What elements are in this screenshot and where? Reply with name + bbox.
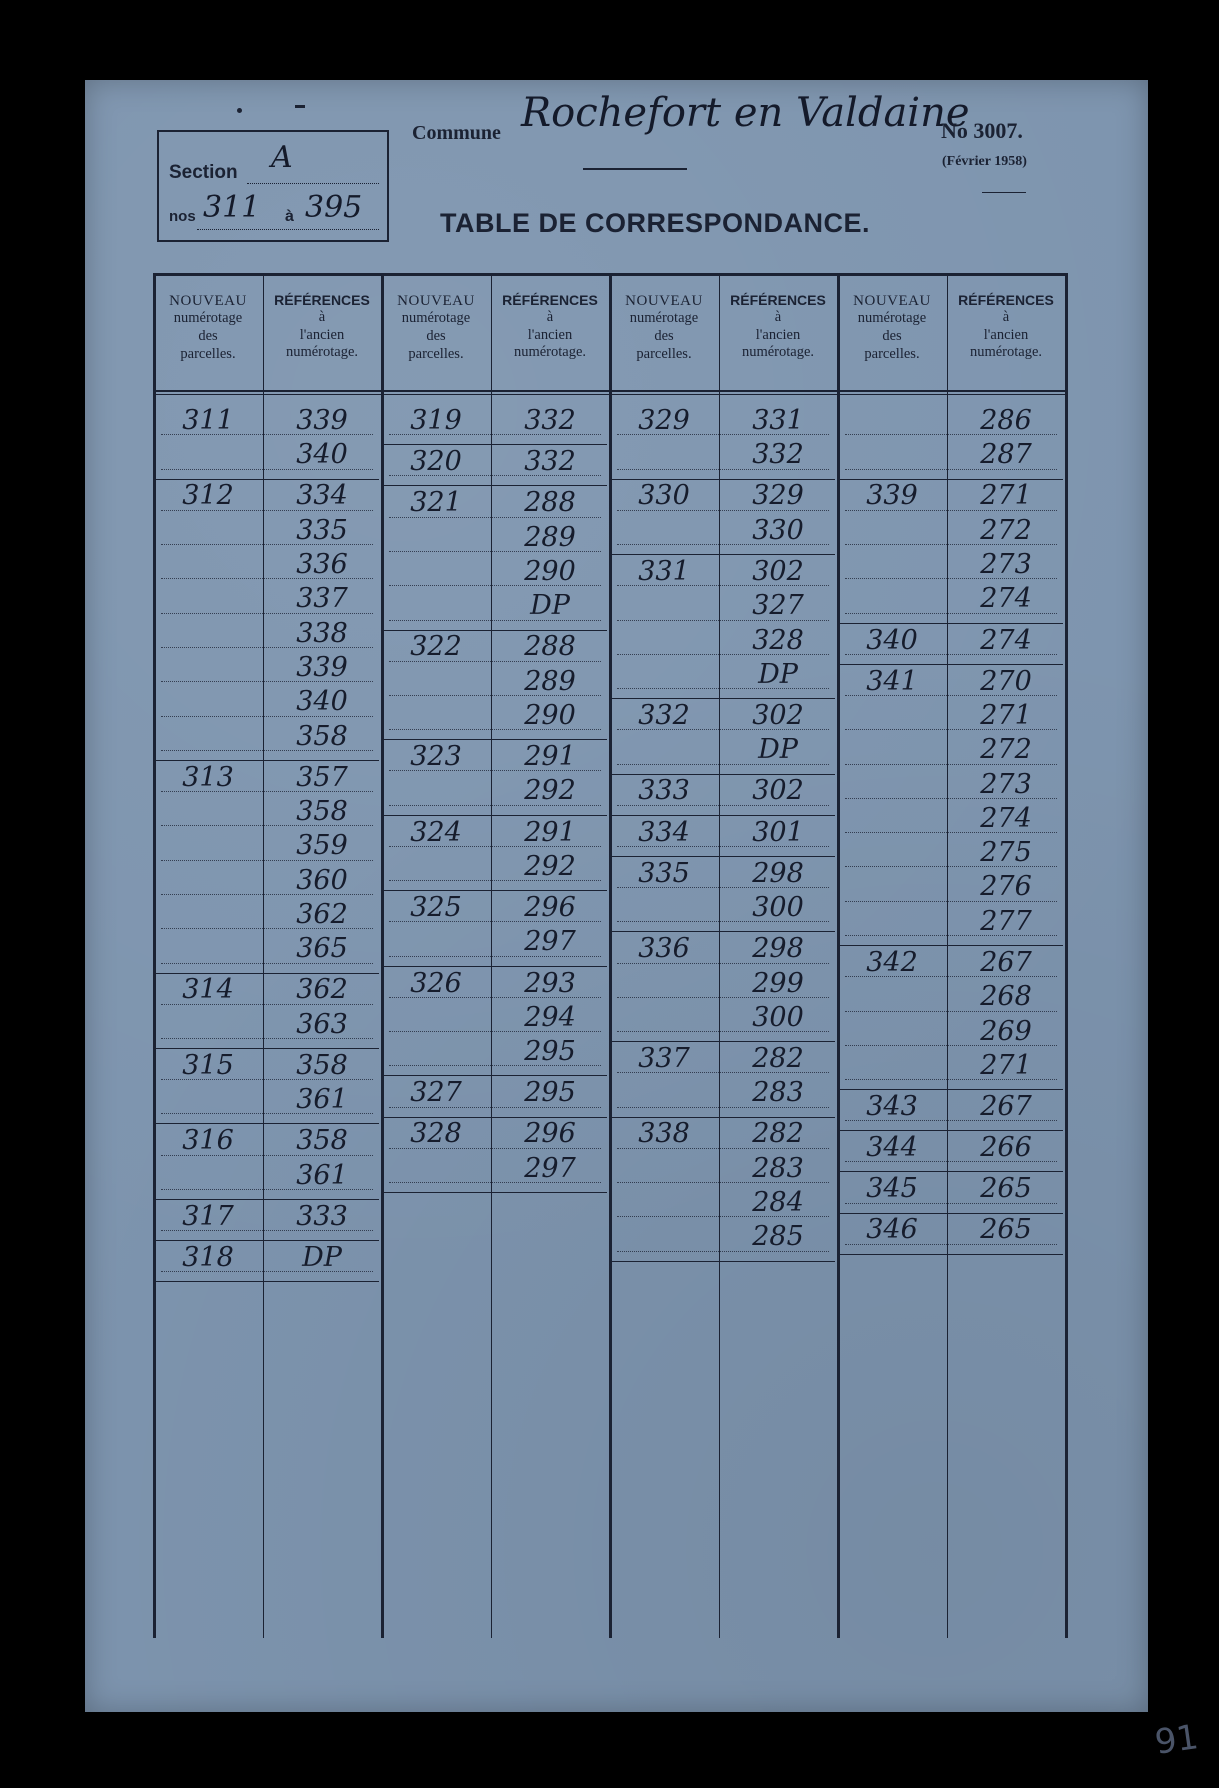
column-divider (609, 276, 612, 1638)
old-reference: 365 (296, 933, 348, 965)
old-reference: 291 (524, 816, 576, 848)
old-reference: 336 (296, 549, 348, 581)
old-reference: 271 (980, 699, 1032, 731)
old-reference: 274 (980, 583, 1032, 615)
old-reference: 332 (524, 446, 576, 478)
header-line: des (426, 327, 446, 344)
new-parcel-number: 332 (638, 699, 690, 731)
old-reference: 283 (752, 1152, 804, 1184)
new-parcel-number: 344 (866, 1132, 918, 1164)
subcolumn-divider (719, 276, 720, 1638)
subcolumn-divider (263, 276, 264, 1638)
new-parcel-number: 314 (182, 974, 234, 1006)
subcolumn-divider (491, 276, 492, 1638)
column-divider (1065, 276, 1068, 1638)
section-value: A (271, 140, 293, 175)
old-reference: 271 (980, 480, 1032, 512)
old-reference: 331 (752, 405, 804, 436)
header-line: des (198, 327, 218, 344)
old-reference: 273 (980, 768, 1032, 800)
new-parcel-number: 340 (866, 624, 918, 656)
old-reference: 274 (980, 802, 1032, 834)
old-reference: 275 (980, 837, 1032, 869)
old-reference: 339 (296, 651, 348, 683)
old-reference: 276 (980, 871, 1032, 903)
header-line: numérotage (629, 310, 699, 327)
old-reference: 361 (296, 1159, 348, 1191)
header-line: numérotage. (969, 344, 1043, 361)
new-parcel-number: 338 (638, 1118, 690, 1150)
old-reference: 282 (752, 1118, 804, 1150)
header-line: parcelles. (864, 345, 920, 362)
old-reference: 333 (296, 1200, 348, 1232)
header-line: parcelles. (408, 345, 464, 362)
new-parcel-number: 313 (182, 761, 234, 793)
old-reference: 291 (524, 741, 576, 773)
new-parcel-number: 319 (410, 405, 462, 436)
old-reference: DP (530, 590, 570, 622)
new-parcel-number: 335 (638, 857, 690, 889)
old-reference: 330 (752, 514, 804, 546)
commune-label: Commune (412, 122, 501, 144)
new-parcel-number: 322 (410, 631, 462, 663)
old-reference: 268 (980, 981, 1032, 1013)
header-line: numérotage. (741, 344, 815, 361)
old-reference: 272 (980, 514, 1032, 546)
header-line: à (318, 309, 326, 326)
header-line: numérotage (173, 310, 243, 327)
ink-mark (295, 105, 305, 108)
header-line: l'ancien (755, 326, 801, 343)
range-sep: à (285, 208, 294, 225)
header-line: numérotage (401, 310, 471, 327)
header-old-references (266, 292, 378, 362)
header-line: à (546, 309, 554, 326)
document-date: (Février 1958) (942, 154, 1027, 169)
header-line: numérotage. (513, 344, 587, 361)
range-end: 395 (305, 190, 363, 225)
old-reference: 289 (524, 521, 576, 553)
old-reference: 301 (752, 816, 804, 848)
old-reference: 284 (752, 1187, 804, 1219)
old-reference: 267 (980, 946, 1032, 978)
new-parcel-number: 345 (866, 1173, 918, 1205)
document-number: No 3007. (941, 118, 1023, 143)
header-line: NOUVEAU (625, 293, 703, 309)
column-divider (837, 276, 840, 1638)
old-reference: DP (758, 658, 798, 690)
old-reference: 302 (752, 555, 804, 587)
old-reference: 340 (296, 439, 348, 471)
old-reference: 302 (752, 699, 804, 731)
header-line: parcelles. (180, 345, 236, 362)
header-line: l'ancien (983, 326, 1029, 343)
old-reference: 295 (524, 1036, 576, 1068)
new-parcel-number: 320 (410, 446, 462, 478)
old-reference: 297 (524, 1152, 576, 1184)
old-reference: 287 (980, 439, 1032, 471)
new-parcel-number: 342 (866, 946, 918, 978)
old-reference: 338 (296, 617, 348, 649)
new-parcel-number: 326 (410, 967, 462, 999)
new-parcel-number: 329 (638, 405, 690, 436)
new-parcel-number: 325 (410, 892, 462, 924)
old-reference: 265 (980, 1173, 1032, 1205)
group-separator (839, 1254, 1063, 1255)
document-sheet (85, 80, 1201, 1763)
old-reference: 270 (980, 665, 1032, 697)
section-label: Section (169, 162, 238, 183)
old-reference: 358 (296, 796, 348, 828)
header-line: RÉFÉRENCES (502, 292, 598, 308)
column-divider (381, 276, 384, 1638)
new-parcel-number: 328 (410, 1118, 462, 1150)
old-reference: 329 (752, 480, 804, 512)
new-parcel-number: 312 (182, 480, 234, 512)
old-reference: 272 (980, 734, 1032, 766)
old-reference: 267 (980, 1091, 1032, 1122)
range-prefix: nos (169, 208, 196, 225)
old-reference: 339 (296, 405, 348, 436)
subcolumn-divider (947, 276, 948, 1638)
old-reference: 357 (296, 761, 348, 793)
correspondence-table (153, 273, 1068, 1638)
new-parcel-number: 331 (638, 555, 690, 587)
commune-value: Rochefort en Valdaine (521, 90, 970, 136)
new-parcel-number: 337 (638, 1042, 690, 1074)
old-reference: 282 (752, 1042, 804, 1074)
header-new-numbering (840, 292, 944, 363)
old-reference: 285 (752, 1221, 804, 1253)
new-parcel-number: 311 (182, 405, 234, 436)
margin-note: 91 (1152, 1717, 1201, 1763)
ink-dot (237, 108, 242, 113)
old-reference: 297 (524, 926, 576, 958)
range-start: 311 (203, 190, 261, 225)
old-reference: 286 (980, 405, 1032, 436)
new-parcel-number: 330 (638, 480, 690, 512)
header-old-references (722, 292, 834, 362)
old-reference: 299 (752, 967, 804, 999)
header-line: parcelles. (636, 345, 692, 362)
new-parcel-number: 333 (638, 775, 690, 807)
old-reference: 293 (524, 967, 576, 999)
header-old-references (494, 292, 606, 362)
old-reference: 294 (524, 1001, 576, 1033)
old-reference: 292 (524, 775, 576, 807)
header-line: à (774, 309, 782, 326)
new-parcel-number: 324 (410, 816, 462, 848)
old-reference: 361 (296, 1084, 348, 1116)
old-reference: 300 (752, 1001, 804, 1033)
group-separator (155, 1281, 379, 1282)
old-reference: 269 (980, 1015, 1032, 1047)
old-reference: 296 (524, 1118, 576, 1150)
new-parcel-number: 334 (638, 816, 690, 848)
old-reference: 358 (296, 1049, 348, 1081)
new-parcel-number: 318 (182, 1241, 234, 1273)
old-reference: 274 (980, 624, 1032, 656)
header-line: RÉFÉRENCES (274, 292, 370, 308)
page-title: TABLE DE CORRESPONDANCE. (440, 208, 871, 238)
new-parcel-number: 327 (410, 1077, 462, 1109)
new-parcel-number: 343 (866, 1091, 918, 1122)
old-reference: 271 (980, 1049, 1032, 1081)
old-reference: 292 (524, 850, 576, 882)
old-reference: 266 (980, 1132, 1032, 1164)
header-line: l'ancien (299, 326, 345, 343)
old-reference: DP (302, 1241, 342, 1273)
new-parcel-number: 316 (182, 1125, 234, 1157)
new-parcel-number: 339 (866, 480, 918, 512)
old-reference: 277 (980, 905, 1032, 937)
header-new-numbering (156, 292, 260, 363)
old-reference: 358 (296, 720, 348, 752)
header-new-numbering (612, 292, 716, 363)
old-reference: 298 (752, 933, 804, 965)
new-parcel-number: 321 (410, 487, 462, 519)
column-divider (153, 276, 156, 1638)
old-reference: 358 (296, 1125, 348, 1157)
new-parcel-number: 336 (638, 933, 690, 965)
header-line: RÉFÉRENCES (730, 292, 826, 308)
new-parcel-number (841, 404, 943, 438)
header-line: numérotage (857, 310, 927, 327)
old-reference: 298 (752, 857, 804, 889)
old-reference: 288 (524, 631, 576, 663)
old-reference: 290 (524, 699, 576, 731)
old-reference: DP (758, 734, 798, 766)
header-line: numérotage. (285, 344, 359, 361)
old-reference: 300 (752, 892, 804, 924)
old-reference: 328 (752, 624, 804, 656)
group-separator (383, 1192, 607, 1193)
old-reference: 337 (296, 583, 348, 615)
old-reference: 302 (752, 775, 804, 807)
old-reference: 332 (524, 405, 576, 436)
new-parcel-number: 341 (866, 665, 918, 697)
old-reference: 362 (296, 898, 348, 930)
section-box (157, 130, 389, 242)
old-reference: 362 (296, 974, 348, 1006)
new-parcel-number: 315 (182, 1049, 234, 1081)
old-reference: 273 (980, 549, 1032, 581)
old-reference: 295 (524, 1077, 576, 1109)
old-reference: 363 (296, 1008, 348, 1040)
header-line: NOUVEAU (397, 293, 475, 309)
header-line: l'ancien (527, 326, 573, 343)
old-reference: 359 (296, 830, 348, 862)
header-line: NOUVEAU (169, 293, 247, 309)
old-reference: 283 (752, 1077, 804, 1109)
old-reference: 335 (296, 514, 348, 546)
header-line: RÉFÉRENCES (958, 292, 1054, 308)
new-parcel-number: 346 (866, 1214, 918, 1246)
old-reference: 265 (980, 1214, 1032, 1246)
header-line: des (654, 327, 674, 344)
old-reference: 327 (752, 590, 804, 622)
header-line: à (1002, 309, 1010, 326)
header-new-numbering (384, 292, 488, 363)
old-reference: 290 (524, 555, 576, 587)
old-reference: 288 (524, 487, 576, 519)
old-reference: 360 (296, 864, 348, 896)
header-line: NOUVEAU (853, 293, 931, 309)
new-parcel-number: 317 (182, 1200, 234, 1232)
header-old-references (950, 292, 1062, 362)
group-separator (611, 1261, 835, 1262)
new-parcel-number: 323 (410, 741, 462, 773)
old-reference: 340 (296, 686, 348, 718)
old-reference: 289 (524, 665, 576, 697)
old-reference: 296 (524, 892, 576, 924)
header-line: des (882, 327, 902, 344)
old-reference: 334 (296, 480, 348, 512)
old-reference: 332 (752, 439, 804, 471)
